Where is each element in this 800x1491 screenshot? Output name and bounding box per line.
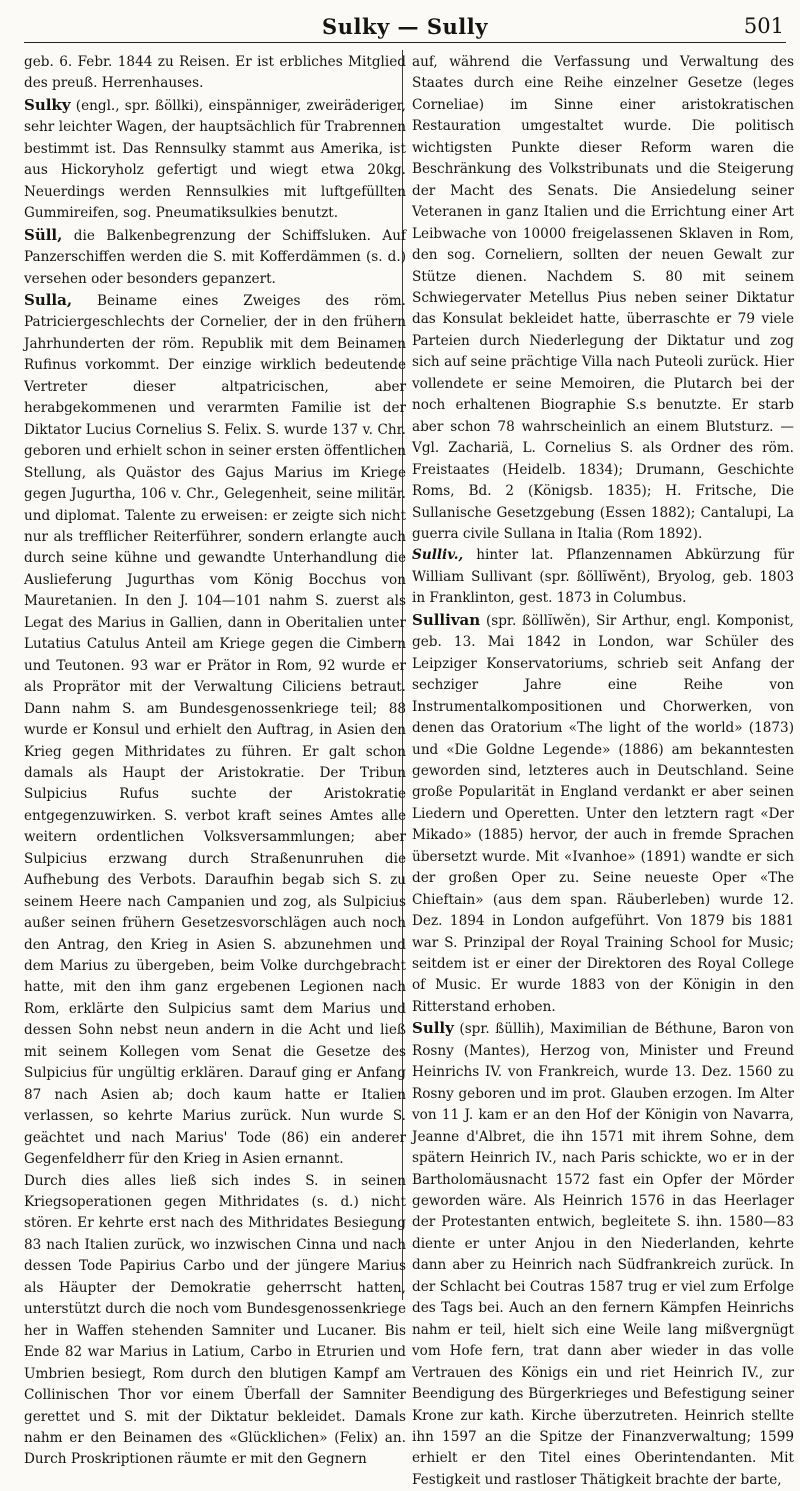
- entry-text-sullivan: (spr. ßöllĭwĕn), Sir Arthur, engl. Komponist, geb. 13. Mai 1842 in London, war Schüler des Leipziger Konservatoriums, schrieb seit Anfang der sechziger Jahre eine Reihe von Instrumentalkompositionen und Chorwerken, von denen das Oratorium «The light of the world» (1873) und «Die Goldne Legende» (1886) am bekanntesten geworden sind, letzteres auch in Deutschland. Seine große Popularität in England verdankt er aber seinen Liedern und Operetten. Unter den letztern ragt «Der Mikado» (1885) hervor, der auch in fremde Sprachen übersetzt wurde. Mit «Ivanhoe» (1891) wandte er sich der großen Oper zu. Seine neueste Oper «The Chieftain» (aus dem span. Räuberleben) wurde 12. Dez. 1894 in London aufgeführt. Von 1879 bis 1881 war S. Prinzipal der Royal Training School for Music; seitdem ist er einer der Direktoren des Royal College of Music. Er wurde 1883 von der Königin in den Ritterstand erhoben.: [412, 612, 794, 1015]
- entry-sulla-end: auf, während die Verfassung und Verwaltung des Staates durch eine Reihe einzelner Gesetze (leges Corneliae) im Sinne einer aristokratischen Restauration umgestaltet wurde. Die politisch wichtigsten Punkte dieser Reform waren die Beschränkung des Volkstribunats und die Steigerung der Macht des Senats. Die Ansiedelung seiner Veteranen in ganz Italien und die Errichtung einer Art Leibwache von 10000 freigelassenen Sklaven in Rom, den sog. Corneliern, sollten der neuen Gewalt zur Stütze dienen. Nachdem S. 80 mit seinem Schwiegervater Metellus Pius neben seiner Diktatur das Konsulat bekleidet hatte, überraschte er 79 viele Parteien durch Niederlegung der Diktatur und zog sich auf seine prächtige Villa nach Puteoli zurück. Hier vollendete er seine Memoiren, die Plutarch bei der noch erhaltenen Biographie S.s benutzte. Er starb aber schon 78 wahrscheinlich an einem Blutsturz. — Vgl. Zachariä, L. Cornelius S. als Ordner des röm. Freistaates (Heidelb. 1834); Drumann, Geschichte Roms, Bd. 2 (Königsb. 1835); H. Fritsche, Die Sullanische Gesetzgebung (Essen 1882); Cantalupi, La guerra civile Sullana in Italia (Rom 1892).: [412, 54, 794, 542]
- lemma-sull: Süll,: [24, 225, 63, 244]
- entry-sully: [412, 1018, 794, 1491]
- entry-sulla: [24, 290, 406, 1171]
- lemma-sullivan: Sullivan: [412, 610, 481, 629]
- entry-text-sull: die Balkenbegrenzung der Schiffsluken. Auf Panzerschiffen werden die S. mit Kofferdämmen (s. d.) versehen oder besonders gepanzert.: [24, 227, 407, 287]
- continuation-paragraph: geb. 6. Febr. 1844 zu Reisen. Er ist erbliches Mitglied des preuß. Herrenhauses.: [24, 54, 406, 92]
- entry-text-sulliv: hinter lat. Pflanzennamen Abkürzung für William Sullivant (spr. ßöllĭwĕnt), Bryolog, geb. 1803 in Franklinton, gest. 1873 in Columbus.: [412, 547, 794, 607]
- running-title: Sulky — Sully: [322, 14, 488, 39]
- lemma-sulla: Sulla,: [24, 290, 73, 309]
- entry-text-sulla: Beiname eines Zweiges des röm. Patriciergeschlechts der Cornelier, der in den frühern Jahrhunderten der röm. Republik mit dem Beinamen Rufinus vorkommt. Der einzige wirklich bedeutende Vertreter dieser altpatricischen, aber herabgekommenen und verarmten Familie ist der Diktator Lucius Cornelius S. Felix. S. wurde 137 v. Chr. geboren und erhielt schon in seiner ersten öffentlichen Stellung, als Quästor des Gajus Marius im Kriege gegen Jugurtha, 106 v. Chr., Gelegenheit, seine militär. und diplomat. Talente zu erweisen: er zeigte sich nicht nur als trefflicher Reiterführer, sondern erlangte auch durch seine kühne und gewandte Unterhandlung die Auslieferung Jugurthas vom König Bocchus von Mauretanien. In den J. 104—101 nahm S. zuerst als Legat des Marius in Gallien, dann in Oberitalien unter Lutatius Catulus Anteil am Kriege gegen die Cimbern und Teutonen. 93 war er Prätor in Rom, 92 wurde er als Proprätor mit der Verwaltung Ciliciens betraut. Dann nahm S. am Bundesgenossenkriege teil; 88 wurde er Konsul und erhielt den Auftrag, in Asien den Krieg gegen Mithridates zu führen. Er galt schon damals als Haupt der Aristokratie. Der Tribun Sulpicius Rufus suchte der Aristokratie entgegenzuwirken. S. verbot kraft seines Amtes alle weitern ordentlichen Volksversammlungen; aber Sulpicius erzwang durch Straßenunruhen die Aufhebung des Verbots. Daraufhin begab sich S. zu seinem Heere nach Campanien und zog, als Sulpicius außer seinen frühern Gesetzesvorschlägen auch noch den Antrag, den Krieg in Asien S. abzunehmen und dem Marius zu übergeben, beim Volke durchgebracht hatte, mit den ihm ganz ergebenen Legionen nach Rom, erklärte den Sulpicius samt dem Marius und dessen Sohn nebst neun andern in die Acht und ließ mit seinem Kollegen vom Senat die Gesetze des Sulpicius für ungültig erklären. Darauf ging er Anfang 87 nach Asien ab; doch kaum hatte er Italien verlassen, so kehrte Marius zurück. Nun wurde S. geächtet und nach Marius' Tode (86) ein anderer Gegenfeldherr für den Krieg in Asien ernannt.: [24, 292, 406, 1168]
- right-column: [412, 52, 794, 1491]
- entry-sulky: [24, 95, 406, 225]
- lemma-sully: Sully: [412, 1019, 454, 1038]
- lemma-sulliv: Sulliv.,: [412, 547, 464, 564]
- entry-sulla-continued: Durch dies alles ließ sich indes S. in seinen Kriegsoperationen gegen Mithridates (s. d.) nicht stören. Er kehrte erst nach des Mithridates Besiegung 83 nach Italien zurück, wo inzwischen Cinna und nach dessen Tode Papirius Carbo und der jüngere Marius als Häupter der Demokratie geherrscht hatten, unterstützt durch die noch vom Bundesgenossenkriege her in Waffen stehenden Samniter und Lucaner. Bis Ende 82 war Marius in Latium, Carbo in Etrurien und Umbrien besiegt, Rom durch den blutigen Kampf am Collinischen Thor vor einem Überfall der Samniter gerettet und S. mit der Diktatur bekleidet. Damals nahm er den Beinamen des «Glücklichen» (Felix) an. Durch Proskriptionen räumte er mit den Gegnern: [24, 1172, 406, 1468]
- entry-sull: [24, 225, 406, 290]
- lemma-sulky: Sulky: [24, 95, 71, 114]
- entry-sullivan: [412, 610, 794, 1019]
- entry-sulliv: [412, 545, 794, 609]
- entry-text-sulky: (engl., spr. ßöllki), einspänniger, zweiräderiger, sehr leichter Wagen, der hauptsächlich für Trabrennen bestimmt ist. Das Rennsulky stammt aus Amerika, ist aus Hickoryholz gefertigt und wiegt etwa 20kg. Neuerdings werden Rennsulkies mit luftgefüllten Gummireifen, sog. Pneumatiksulkies benutzt.: [24, 97, 406, 222]
- entry-text-sully: (spr. ßüllih), Maximilian de Béthune, Baron von Rosny (Mantes), Herzog von, Minister und Freund Heinrichs IV. von Frankreich, wurde 13. Dez. 1560 zu Rosny geboren und im prot. Glauben erzogen. Im Alter von 11 J. kam er an den Hof der Königin von Navarra, Jeanne d'Albret, die ihn 1571 mit ihrem Sohne, dem spätern Heinrich IV., nach Paris schickte, wo er in der Bartholomäusnacht 1572 fast ein Opfer der Mörder geworden wäre. Als Heinrich 1576 in das Heerlager der Protestanten entwich, begleitete S. ihn. 1580—83 diente er unter Anjou in den Niederlanden, kehrte dann aber zu Heinrich nach Südfrankreich zurück. In der Schlacht bei Coutras 1587 trug er viel zum Erfolge des Tags bei. Auch an den fernern Kämpfen Heinrichs nahm er teil, hielt sich eine Weile lang mißvergnügt vom Hofe fern, trat dann aber wieder in das volle Vertrauen des Königs ein und riet Heinrich IV., zur Beendigung des Bürgerkrieges und Befestigung seiner Krone zur kath. Kirche überzutreten. Heinrich stellte ihn 1597 an die Spitze der Finanzverwaltung; 1599 erhielt er den Titel eines Oberintendanten. Mit Festigkeit und rastloser Thätigkeit brachte der barte,: [412, 1021, 794, 1488]
- running-header: [24, 8, 786, 43]
- page-number: 501: [743, 14, 784, 38]
- left-column: [24, 52, 406, 1471]
